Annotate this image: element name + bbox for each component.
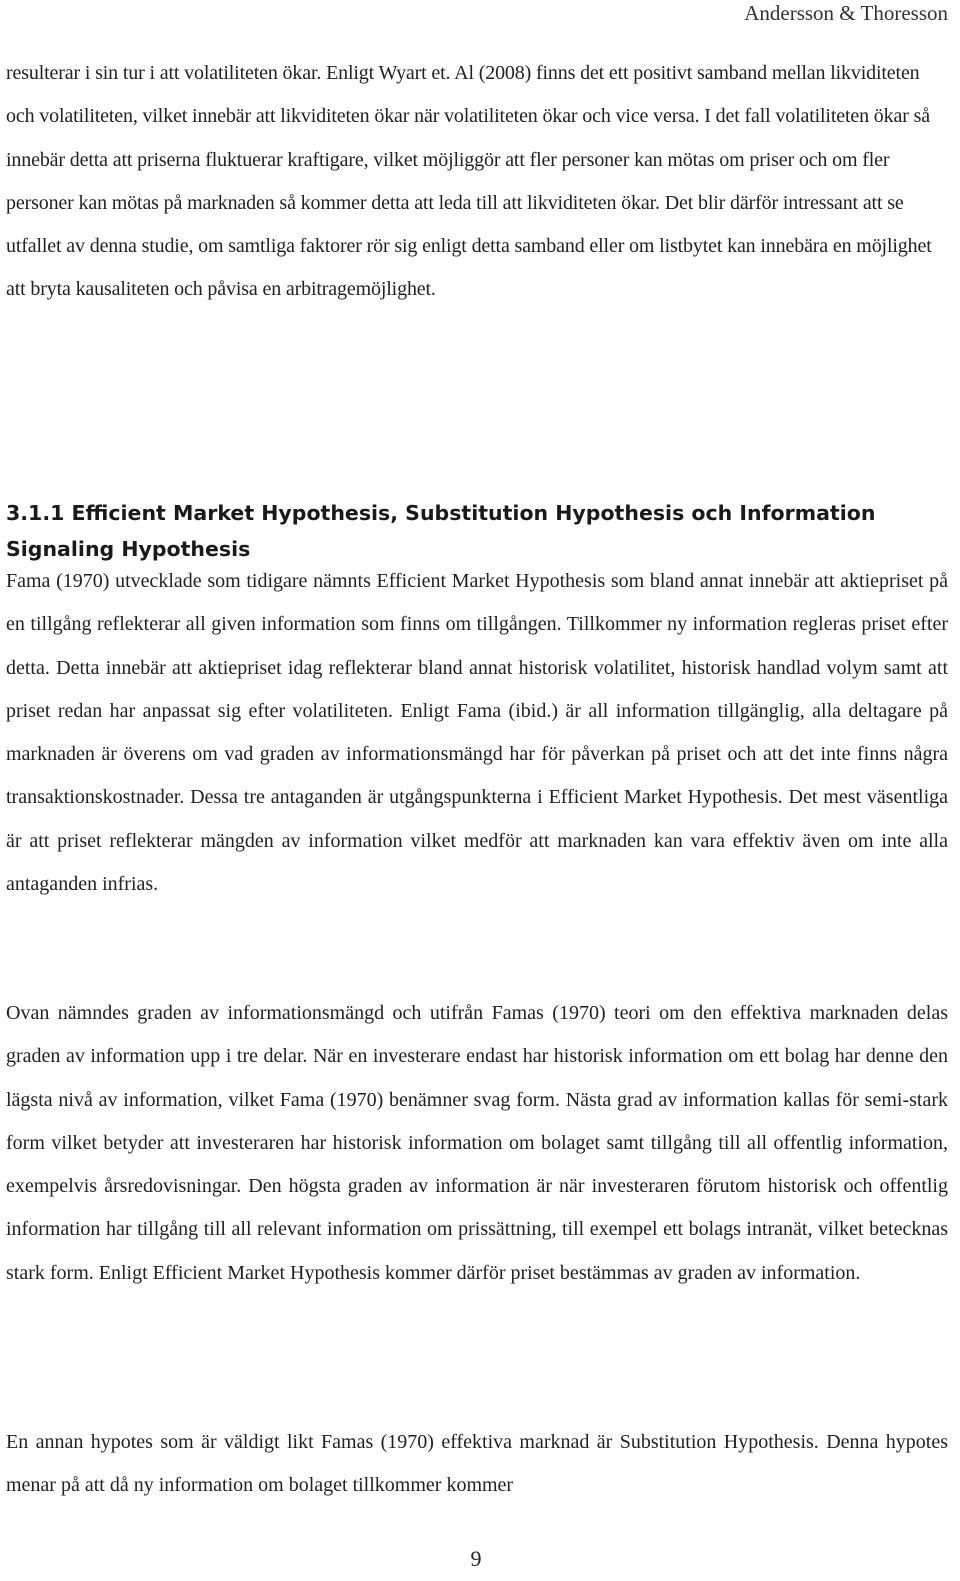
paragraph-information-forms: Ovan nämndes graden av informationsmängd och utifrån Famas (1970) teori om den effektiva marknaden delas graden av information upp i tre delar. När en investerare endast har historisk information om ett bolag har denne den lägsta nivå av information, vilket Fama (1970) benämner svag form. Nästa grad av information kallas för semi-stark form vilket betyder att investeraren har historisk information om bolaget samt tillgång till all offentlig information, exempelvis årsredovisningar. Den högsta graden av information är när investeraren förutom historisk och offentlig information har tillgång till all relevant information om prissättning, till exempel ett bolags intranät, vilket betecknas stark form. Enligt Efficient Market Hypothesis kommer därför priset bestämmas av graden av information. [6,1002,948,1284]
paragraph-volatility-liquidity: resulterar i sin tur i att volatiliteten ökar. Enligt Wyart et. Al (2008) finns det ett positivt samband mellan likviditeten och volatiliteten, vilket innebär att likviditeten ökar när volatiliteten ökar och vice versa. I det fall volatiliteten ökar så innebär detta att priserna fluktuerar kraftigare, vilket möjliggör att fler personer kan mötas om priser och om fler personer kan mötas på marknaden så kommer detta att leda till att likviditeten ökar. Det blir därför intressant att se utfallet av denna studie, om samtliga faktorer rör sig enligt detta samband eller om listbytet kan innebära en möjlighet att bryta kausaliteten och påvisa en arbitragemöjlighet. [6,62,932,301]
section-heading-efficient-market: 3.1.1 Efficient Market Hypothesis, Substitution Hypothesis och Information Signaling Hypothesis [6,501,876,561]
page-number: 9 [470,1546,482,1571]
paragraph-substitution-hypothesis: En annan hypotes som är väldigt likt Famas (1970) effektiva marknad är Substitution Hypothesis. Denna hypotes menar på att då ny information om bolaget tillkommer kommer [6,1431,948,1497]
paragraph-fama-emh: Fama (1970) utvecklade som tidigare nämnts Efficient Market Hypothesis som bland annat innebär att aktiepriset på en tillgång reflekterar all given information som finns om tillgången. Tillkommer ny information regleras priset efter detta. Detta innebär att aktiepriset idag reflekterar bland annat historisk volatilitet, historisk handlad volym samt att priset redan har anpassat sig efter volatiliteten. Enligt Fama (ibid.) är all information tillgänglig, alla deltagare på marknaden är överens om vad graden av informationsmängd har för påverkan på priset och att det inte finns några transaktionskostnader. Dessa tre antaganden är utgångspunkterna i Efficient Market Hypothesis. Det mest väsentliga är att priset reflekterar mängden av information vilket medför att marknaden kan vara effektiv även om inte alla antaganden infrias. [6,570,948,896]
running-header: Andersson & Thoresson [744,1,948,25]
